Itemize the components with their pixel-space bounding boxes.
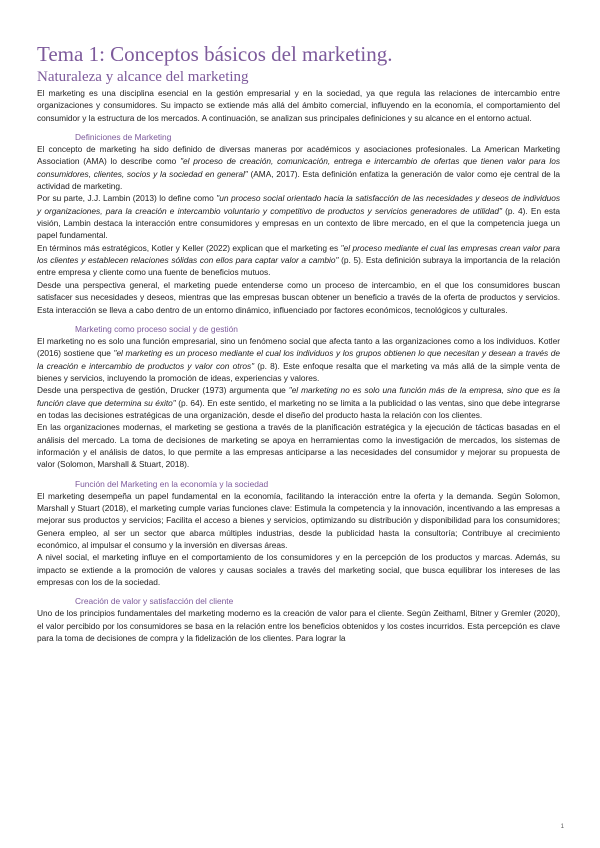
paragraph-valor: Uno de los principios fundamentales del marketing moderno es la creación de valor para el cliente. Según Zeithaml, Bitner y Gremler (2020), el valor percibido por los consumidores se basa en la relación entre los beneficios obtenidos y los costes incurridos. Esta percepción es clave para la toma de decisiones de compra y la fidelización de los clientes. Para lograr la: [37, 608, 560, 644]
heading-valor: Creación de valor y satisfacción del cliente: [75, 596, 234, 607]
paragraph-ama: El concepto de marketing ha sido definido de diversas maneras por académicos y asociaciones profesionales. La American Marketing Association (AMA) lo describe como "el proceso de creación, comunicación, entrega e intercambio de ofertas que tienen valor para los consumidores, clientes, socios y la sociedad en general" (AMA, 2017). Esta definición enfatiza la generación de valor como eje central de la actividad de marketing.: [37, 144, 560, 192]
paragraph-funciones: El marketing desempeña un papel fundamental en la economía, facilitando la interacción entre la oferta y la demanda. Según Solomon, Marshall y Stuart (2018), el marketing cumple varias funciones clave: Estimula la competencia y la innovación, incentivando a las empresas a mejorar sus productos y servicios; Facilita el acceso a bienes y servicios, optimizando su distribución y disponibilidad para los consumidores; Genera empleo, al ser un sector que abarca múltiples industrias, desde la publicidad hasta la consultoría; Contribuye al crecimiento económico, al impulsar el consumo y la inversión en diversas áreas.: [37, 490, 560, 550]
paragraph-nivel-social: A nivel social, el marketing influye en el comportamiento de los consumidores y en la percepción de los productos y marcas. Además, su impacto se extiende a la promoción de valores y causas sociales a través del marketing social, que busca equilibrar los intereses de las empresas con los de la sociedad.: [37, 552, 560, 588]
heading-social: Marketing como proceso social y de gestión: [75, 323, 238, 334]
paragraph-lambin: Por su parte, J.J. Lambin (2013) lo define como "un proceso social orientado hacia la satisfacción de las necesidades y deseos de individuos y organizaciones, para la creación e intercambio voluntario y competitivo de productos y servicios generadores de utilidad" (p. 4). En esta visión, Lambin destaca la interacción entre consumidores y empresas en un contexto de libre mercado, en el que la competencia juega un papel fundamental.: [37, 193, 560, 241]
page-title: Tema 1: Conceptos básicos del marketing.: [37, 42, 393, 66]
paragraph-drucker: Desde una perspectiva de gestión, Drucker (1973) argumenta que "el marketing no es solo una función más de la empresa, sino que es la función clave que determina su éxito" (p. 64). En este sentido, el marketing no se limita a la publicidad o las ventas, sino que debe integrarse en todas las decisiones estratégicas de una organización, desde el diseño del producto hasta la relación con los clientes.: [37, 385, 560, 420]
heading-definiciones: Definiciones de Marketing: [75, 132, 172, 143]
intro-paragraph: El marketing es una disciplina esencial en la gestión empresarial y en la sociedad, ya que regula las relaciones de intercambio entre organizaciones y consumidores. Su impacto se extiende más allá del ámbito comercial, influyendo en la economía, el comportamiento del consumidor y la estructura de los mercados. A continuación, se analizan sus principales definiciones y su alcance en el entorno actual.: [37, 88, 560, 123]
paragraph-perspectiva: Desde una perspectiva general, el marketing puede entenderse como un proceso de intercambio, en el que los consumidores buscan satisfacer sus necesidades y deseos, mientras que las empresas buscan obtener un beneficio a través de la oferta de productos y servicios. Esta interacción se lleva a cabo dentro de un entorno dinámico, influenciado por factores económicos, tecnológicos y culturales.: [37, 279, 560, 315]
heading-funcion: Función del Marketing en la economía y la sociedad: [75, 478, 269, 489]
section-subtitle: Naturaleza y alcance del marketing: [37, 69, 249, 85]
page-number: 1: [560, 824, 564, 830]
paragraph-kotler-keller: En términos más estratégicos, Kotler y Keller (2022) explican que el marketing es "el proceso mediante el cual las empresas crean valor para los clientes y establecen relaciones sólidas con ellos para captar valor a cambio" (p. 5). Esta definición subraya la importancia de la relación entre empresa y cliente como una fuente de beneficios mutuos.: [37, 242, 560, 278]
paragraph-organizaciones: En las organizaciones modernas, el marketing se gestiona a través de la planificación estratégica y la ejecución de tácticas basadas en el análisis del mercado. La toma de decisiones de marketing se apoya en herramientas como la investigación de mercados, los sistemas de información y el análisis de datos, lo que permite a las empresas anticiparse a las necesidades del consumidor y mejorar su propuesta de valor (Solomon, Marshall & Stuart, 2018).: [37, 422, 560, 470]
paragraph-kotler: El marketing no es solo una función empresarial, sino un fenómeno social que afecta tanto a las organizaciones como a los individuos. Kotler (2016) sostiene que "el marketing es un proceso mediante el cual los individuos y los grupos obtienen lo que necesitan y desean a través de la creación e intercambio de productos y valor con otros" (p. 8). Este enfoque resalta que el marketing va más allá de la simple venta de bienes y servicios, incluyendo la promoción de ideas, experiencias y valores.: [37, 335, 560, 383]
